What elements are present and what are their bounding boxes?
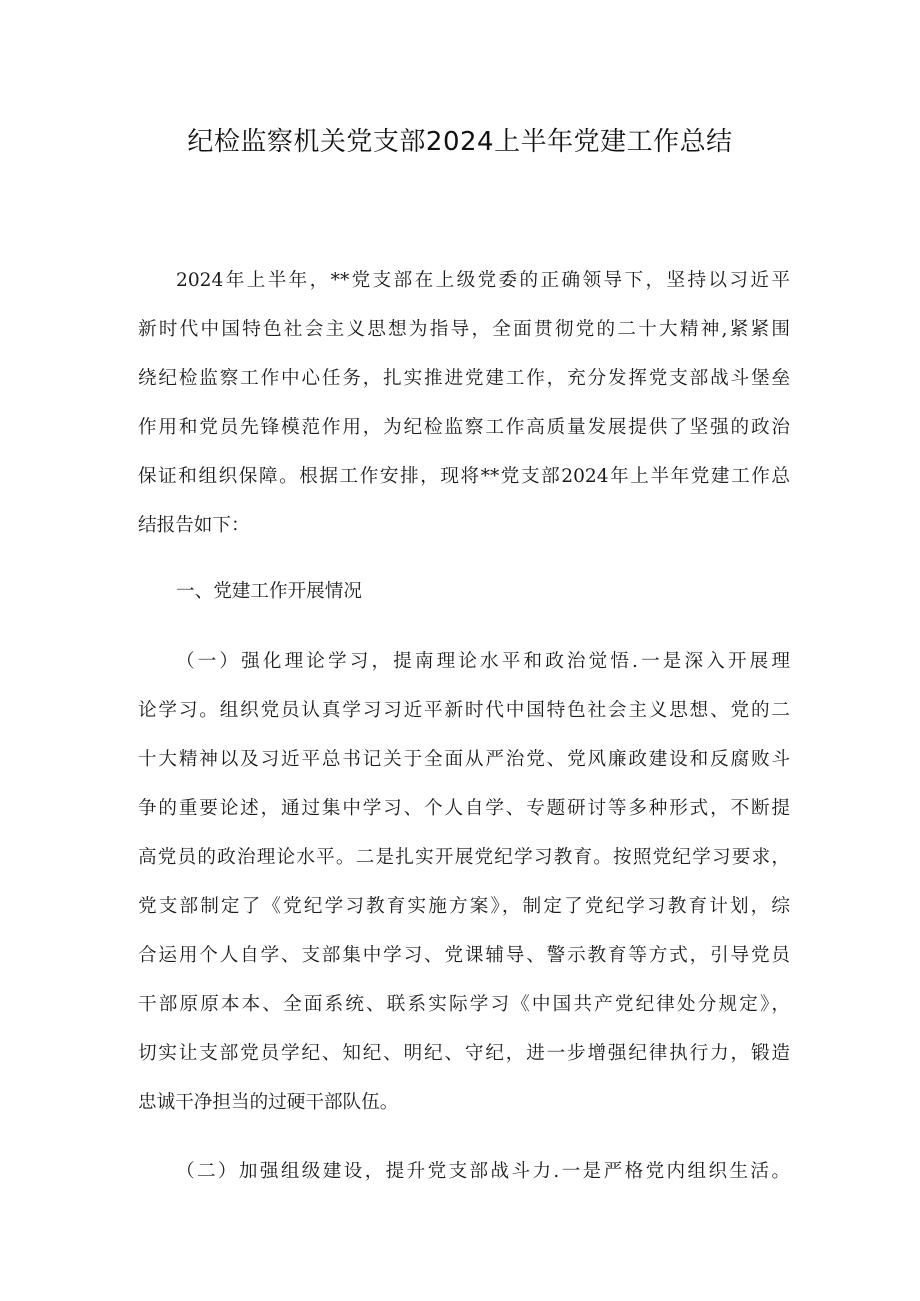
paragraph-line: 绕纪检监察工作中心任务，扎实推进党建工作，充分发挥党支部战斗堡垒 <box>138 368 790 389</box>
paragraph-line: 党支部制定了《党纪学习教育实施方案》，制定了党纪学习教育计划，综 <box>138 896 790 917</box>
paragraph-line: 论学习。组织党员认真学习习近平新时代中国特色社会主义思想、党的二 <box>138 700 790 721</box>
paragraph-line: 新时代中国特色社会主义思想为指导，全面贯彻党的二十大精神,紧紧围 <box>138 319 790 340</box>
section-heading: 一、党建工作开展情况 <box>176 581 362 602</box>
document-title: 纪检监察机关党支部2024上半年党建工作总结 <box>187 127 733 157</box>
paragraph-line: 忠诚干净担当的过硬干部队伍。 <box>138 1092 399 1113</box>
paragraph-line: 十大精神以及习近平总书记关于全面从严治党、党风廉政建设和反腐败斗 <box>138 749 790 770</box>
paragraph-line: 2024年上半年，**党支部在上级党委的正确领导下，坚持以习近平 <box>176 270 790 291</box>
paragraph-line: （一）强化理论学习，提南理论水平和政治觉悟.一是深入开展理 <box>176 651 790 672</box>
paragraph-line: 作用和党员先锋模范作用，为纪检监察工作高质量发展提供了坚强的政治 <box>138 417 790 438</box>
paragraph-line: 干部原原本本、全面系统、联系实际学习《中国共产党纪律处分规定》， <box>138 994 790 1015</box>
paragraph-line: 争的重要论述，通过集中学习、个人自学、专题研讨等多种形式，不断提 <box>138 798 790 819</box>
paragraph-line: （二）加强组级建设，提升党支部战斗力.一是严格党内组织生活。 <box>176 1161 790 1182</box>
paragraph-line: 切实让支部党员学纪、知纪、明纪、守纪，进一步增强纪律执行力，锻造 <box>138 1043 790 1064</box>
paragraph-line: 合运用个人自学、支部集中学习、党课辅导、警示教育等方式，引导党员 <box>138 945 790 966</box>
paragraph-line: 高党员的政治理论水平。二是扎实开展党纪学习教育。按照党纪学习要求， <box>138 847 790 868</box>
paragraph-line: 结报告如下： <box>138 515 250 536</box>
paragraph-line: 保证和组织保障。根据工作安排，现将**党支部2024年上半年党建工作总 <box>138 466 790 487</box>
